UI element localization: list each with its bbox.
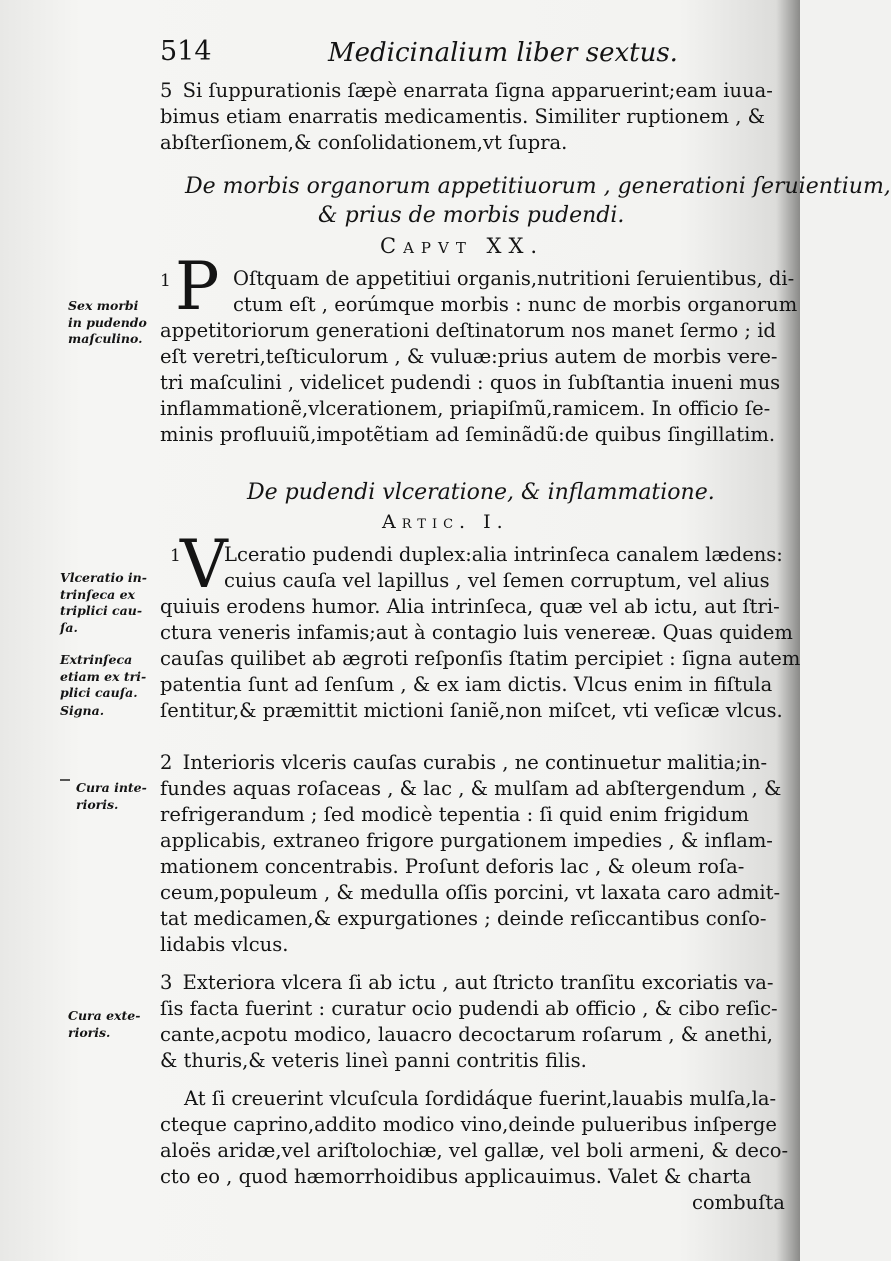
text-line: eſt veretri,teſticulorum , & vuluæ:prius autem de morbis vere- xyxy=(160,345,778,368)
article-paragraph-3 xyxy=(160,970,778,1074)
text-line: ſis facta fuerint : curatur ocio pudendi ab officio , & cibo reſic- xyxy=(160,997,778,1020)
article-paragraph-4 xyxy=(160,1086,788,1190)
text-line: ctum eſt , eorúmque morbis : nunc de morbis organorum xyxy=(233,293,798,316)
margin-note-vlceratio xyxy=(60,570,147,636)
margin-note-line: trinſeca ex xyxy=(60,586,135,602)
paragraph-number: 1 xyxy=(170,546,181,566)
text-line-content: Si ſuppurationis ſæpè enarrata ſigna apparuerint;eam iuua- xyxy=(182,79,773,102)
margin-note-cura-exterioris xyxy=(68,1008,140,1041)
text-line: ceum,populeum , & medulla oſſis porcini, vt laxata caro admit- xyxy=(160,881,781,904)
chapter-paragraph xyxy=(160,266,797,448)
text-line: quiuis erodens humor. Alia intrinſeca, quæ vel ab ictu, aut ſtri- xyxy=(160,595,780,618)
page-number: 514 xyxy=(160,36,212,67)
text-line: Lceratio pudendi duplex:alia intrinſeca canalem lædens: xyxy=(224,543,783,566)
margin-note-line: Vlceratio in- xyxy=(60,570,147,585)
margin-note-sex-morbi xyxy=(68,298,147,348)
drop-cap-p: P xyxy=(175,248,220,325)
margin-note-line: rioris. xyxy=(68,1024,111,1040)
text-line-content: Interioris vlceris cauſas curabis , ne continuetur malitia;in- xyxy=(182,751,768,774)
margin-note-line: triplici cau- xyxy=(60,603,143,618)
margin-dash xyxy=(60,779,70,781)
text-line: bimus etiam enarratis medicamentis. Similiter ruptionem , & xyxy=(160,105,765,128)
text-line: fundes aquas roſaceas , & lac , & mulſam ad abſtergendum , & xyxy=(160,777,782,800)
text-line: patentia ſunt ad ſenſum , & ex iam dictis. Vlcus enim in fiſtula xyxy=(160,673,773,696)
catchword: combuſta xyxy=(692,1191,785,1214)
paragraph-number: 2 xyxy=(160,751,173,774)
text-line: ſentitur,& præmittit mictioni ſaniẽ,non miſcet, vti veſicæ vlcus. xyxy=(160,699,783,722)
text-line: lidabis vlcus. xyxy=(160,933,289,956)
paragraph-number: 5 xyxy=(160,79,173,102)
margin-note-line: in pudendo xyxy=(68,314,147,330)
text-line: inflammationẽ,vlcerationem, priapiſmũ,ramicem. In officio ſe- xyxy=(160,397,771,420)
text-line xyxy=(160,78,773,104)
margin-note-cura-interioris xyxy=(76,780,147,813)
margin-note-line: Sex morbi xyxy=(68,298,139,313)
text-line: cauſas quilibet ab ægroti reſponſis ſtatim percipiet : ſigna autem xyxy=(160,647,801,670)
page-header xyxy=(160,30,678,70)
margin-note-line: plici cauſa. xyxy=(60,685,138,700)
article-rubric: De pudendi vlceratione, & inflammatione. xyxy=(247,480,715,505)
text-line: abſterſionem,& conſolidationem,vt ſupra. xyxy=(160,131,568,154)
text-line: applicabis, extraneo frigore purgationem impedies , & inflam- xyxy=(160,829,773,852)
margin-note-line: Cura exte- xyxy=(68,1008,141,1023)
text-line: tat medicamen,& expurgationes ; deinde reſiccantibus conſo- xyxy=(160,907,767,930)
margin-note-line: Cura inte- xyxy=(76,780,147,795)
text-line: cuius cauſa vel lapillus , vel ſemen corruptum, vel alius xyxy=(224,569,770,592)
margin-note-extrinseca xyxy=(60,652,146,702)
text-line: mationem concentrabis. Proſunt deforis lac , & oleum roſa- xyxy=(160,855,745,878)
margin-note-line: ſa. xyxy=(60,619,78,635)
text-line: cante,acpotu modico, lauacro decoctarum roſarum , & anethi, xyxy=(160,1023,773,1046)
paragraph-number: 1 xyxy=(160,271,171,291)
text-line: Oſtquam de appetitiui organis,nutritioni ſeruientibus, di- xyxy=(233,267,795,290)
text-line: cteque caprino,addito modico vino,deinde pulueribus inſperge xyxy=(160,1113,777,1136)
margin-note-line: maſculino. xyxy=(68,331,143,346)
drop-cap-v: V xyxy=(180,526,228,603)
running-head: Medicinalium liber sextus. xyxy=(328,38,678,68)
margin-note-line: etiam ex tri- xyxy=(60,668,147,684)
text-line: appetitoriorum generationi deſtinatorum nos manet ſermo ; id xyxy=(160,319,776,342)
article-paragraph-1 xyxy=(160,542,800,724)
section-rubric-line-2: & prius de morbis pudendi. xyxy=(318,203,625,228)
text-line: tri maſculini , videlicet pudendi : quos in ſubſtantia inueni mus xyxy=(160,371,781,394)
text-line: & thuris,& veteris lineì panni contritis filis. xyxy=(160,1049,587,1072)
section-rubric-line-1: De morbis organorum appetitiuorum , generationi ſeruientium, xyxy=(185,174,891,199)
paragraph-number: 3 xyxy=(160,971,173,994)
text-line: At ſi creuerint vlcuſcula ſordidáque fuerint,lauabis mulſa,la- xyxy=(184,1087,777,1110)
text-line: cto eo , quod hæmorrhoidibus applicauimus. Valet & charta xyxy=(160,1165,752,1188)
margin-note-signa: Signa. xyxy=(60,703,105,718)
text-line xyxy=(160,970,778,996)
text-line: minis profluuiũ,impotẽtiam ad ſeminãdũ:de quibus ſingillatim. xyxy=(160,423,776,446)
article-paragraph-2 xyxy=(160,750,781,958)
text-line xyxy=(160,750,781,776)
margin-note-line: Extrinſeca xyxy=(60,652,133,667)
text-line: ctura veneris infamis;aut à contagio luis venereæ. Quas quidem xyxy=(160,621,793,644)
paragraph-5 xyxy=(160,78,773,156)
article-heading: Artic. I. xyxy=(382,511,509,533)
text-line-content: Exteriora vlcera ſi ab ictu , aut ſtricto tranſitu excoriatis va- xyxy=(182,971,774,994)
chapter-heading: Capvt XX. xyxy=(380,234,545,258)
margin-note-line: rioris. xyxy=(76,796,119,812)
text-line: refrigerandum ; ſed modicè tepentia : ſi quid enim frigidum xyxy=(160,803,749,826)
text-line: aloës aridæ,vel ariſtolochiæ, vel gallæ, vel boli armeni, & deco- xyxy=(160,1139,789,1162)
